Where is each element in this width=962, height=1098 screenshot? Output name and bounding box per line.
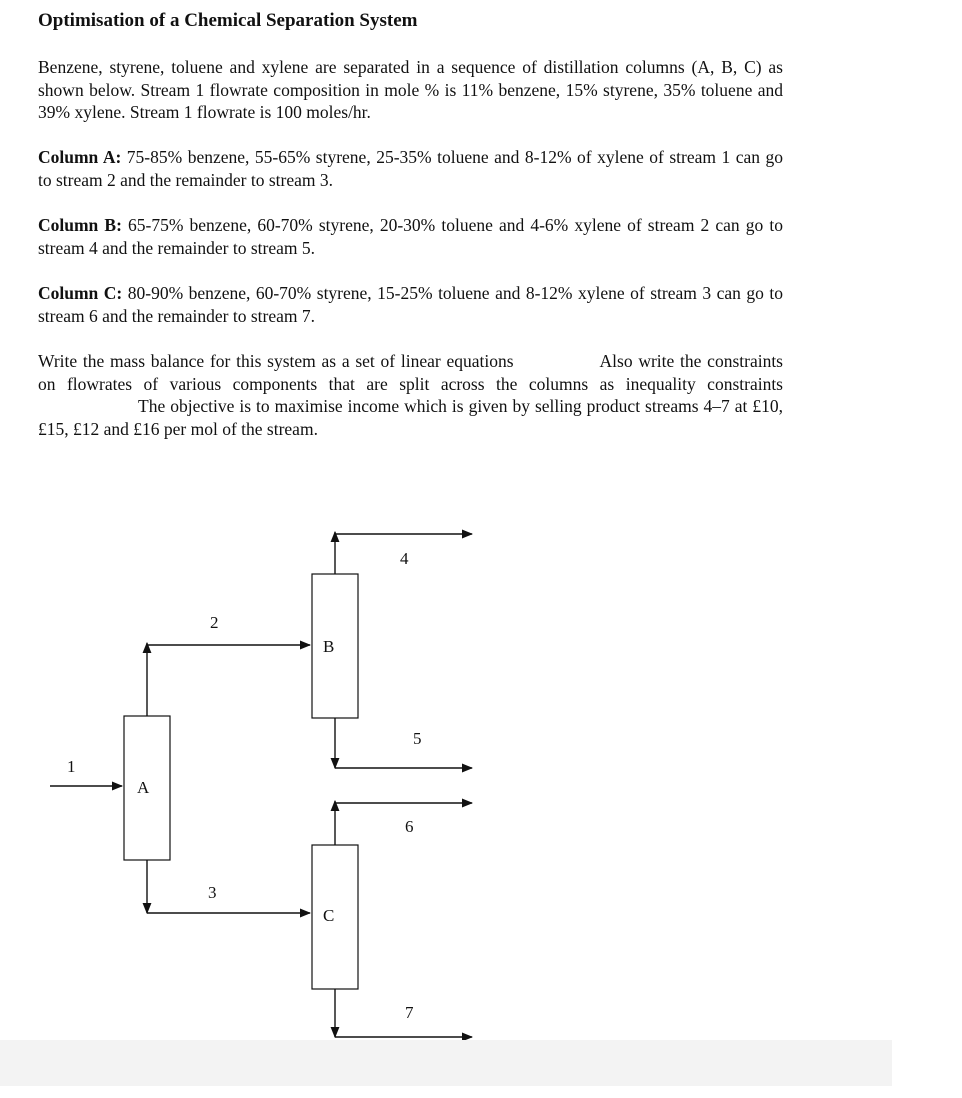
stream-4-label: 4 — [400, 549, 409, 568]
column-b-text: 65-75% benzene, 60-70% styrene, 20-30% toluene and 4-6% xylene of stream 2 can go to stream 4 and the remainder to stream 5. — [38, 215, 783, 258]
stream-3-label: 3 — [208, 883, 217, 902]
column-b-label: Column B: — [38, 215, 122, 235]
column-a-text: 75-85% benzene, 55-65% styrene, 25-35% toluene and 8-12% of xylene of stream 1 can go to stream 2 and the remainder to stream 3. — [38, 147, 783, 190]
column-c-box — [312, 845, 358, 989]
column-b-label: B — [323, 637, 335, 656]
column-b-box — [312, 574, 358, 718]
column-c-label: Column C: — [38, 283, 123, 303]
stream-1-label: 1 — [67, 757, 76, 776]
column-c-text: 80-90% benzene, 60-70% styrene, 15-25% toluene and 8-12% xylene of stream 3 can go to stream 6 and the remainder to stream 7. — [38, 283, 783, 326]
task-part-2: Also write the constraints on flowrates of various components that are split across the columns as inequality constraints — [38, 351, 783, 394]
stream-7-label: 7 — [405, 1003, 414, 1022]
column-c-label: C — [323, 906, 335, 925]
page-bottom-band — [0, 1040, 892, 1086]
intro-paragraph: Benzene, styrene, toluene and xylene are separated in a sequence of distillation columns (A, B, C) as shown below. Stream 1 flowrate composition in mole % is 11% benzene, 15% styrene, 35% toluene and 39% xylene. Stream 1 flowrate is 100 moles/hr. — [38, 57, 783, 122]
stream-5-label: 5 — [413, 729, 422, 748]
stream-2-label: 2 — [210, 613, 219, 632]
task-part-3: The objective is to maximise income which is given by selling product streams 4–7 at £10, £15, £12 and £16 per mol of the stream. — [38, 396, 783, 439]
page-title: Optimisation of a Chemical Separation System — [38, 10, 418, 31]
stream-6-label: 6 — [405, 817, 414, 836]
task-part-1: Write the mass balance for this system as a set of linear equations — [38, 351, 514, 371]
column-a-label: A — [137, 778, 150, 797]
column-a-label: Column A: — [38, 147, 122, 167]
